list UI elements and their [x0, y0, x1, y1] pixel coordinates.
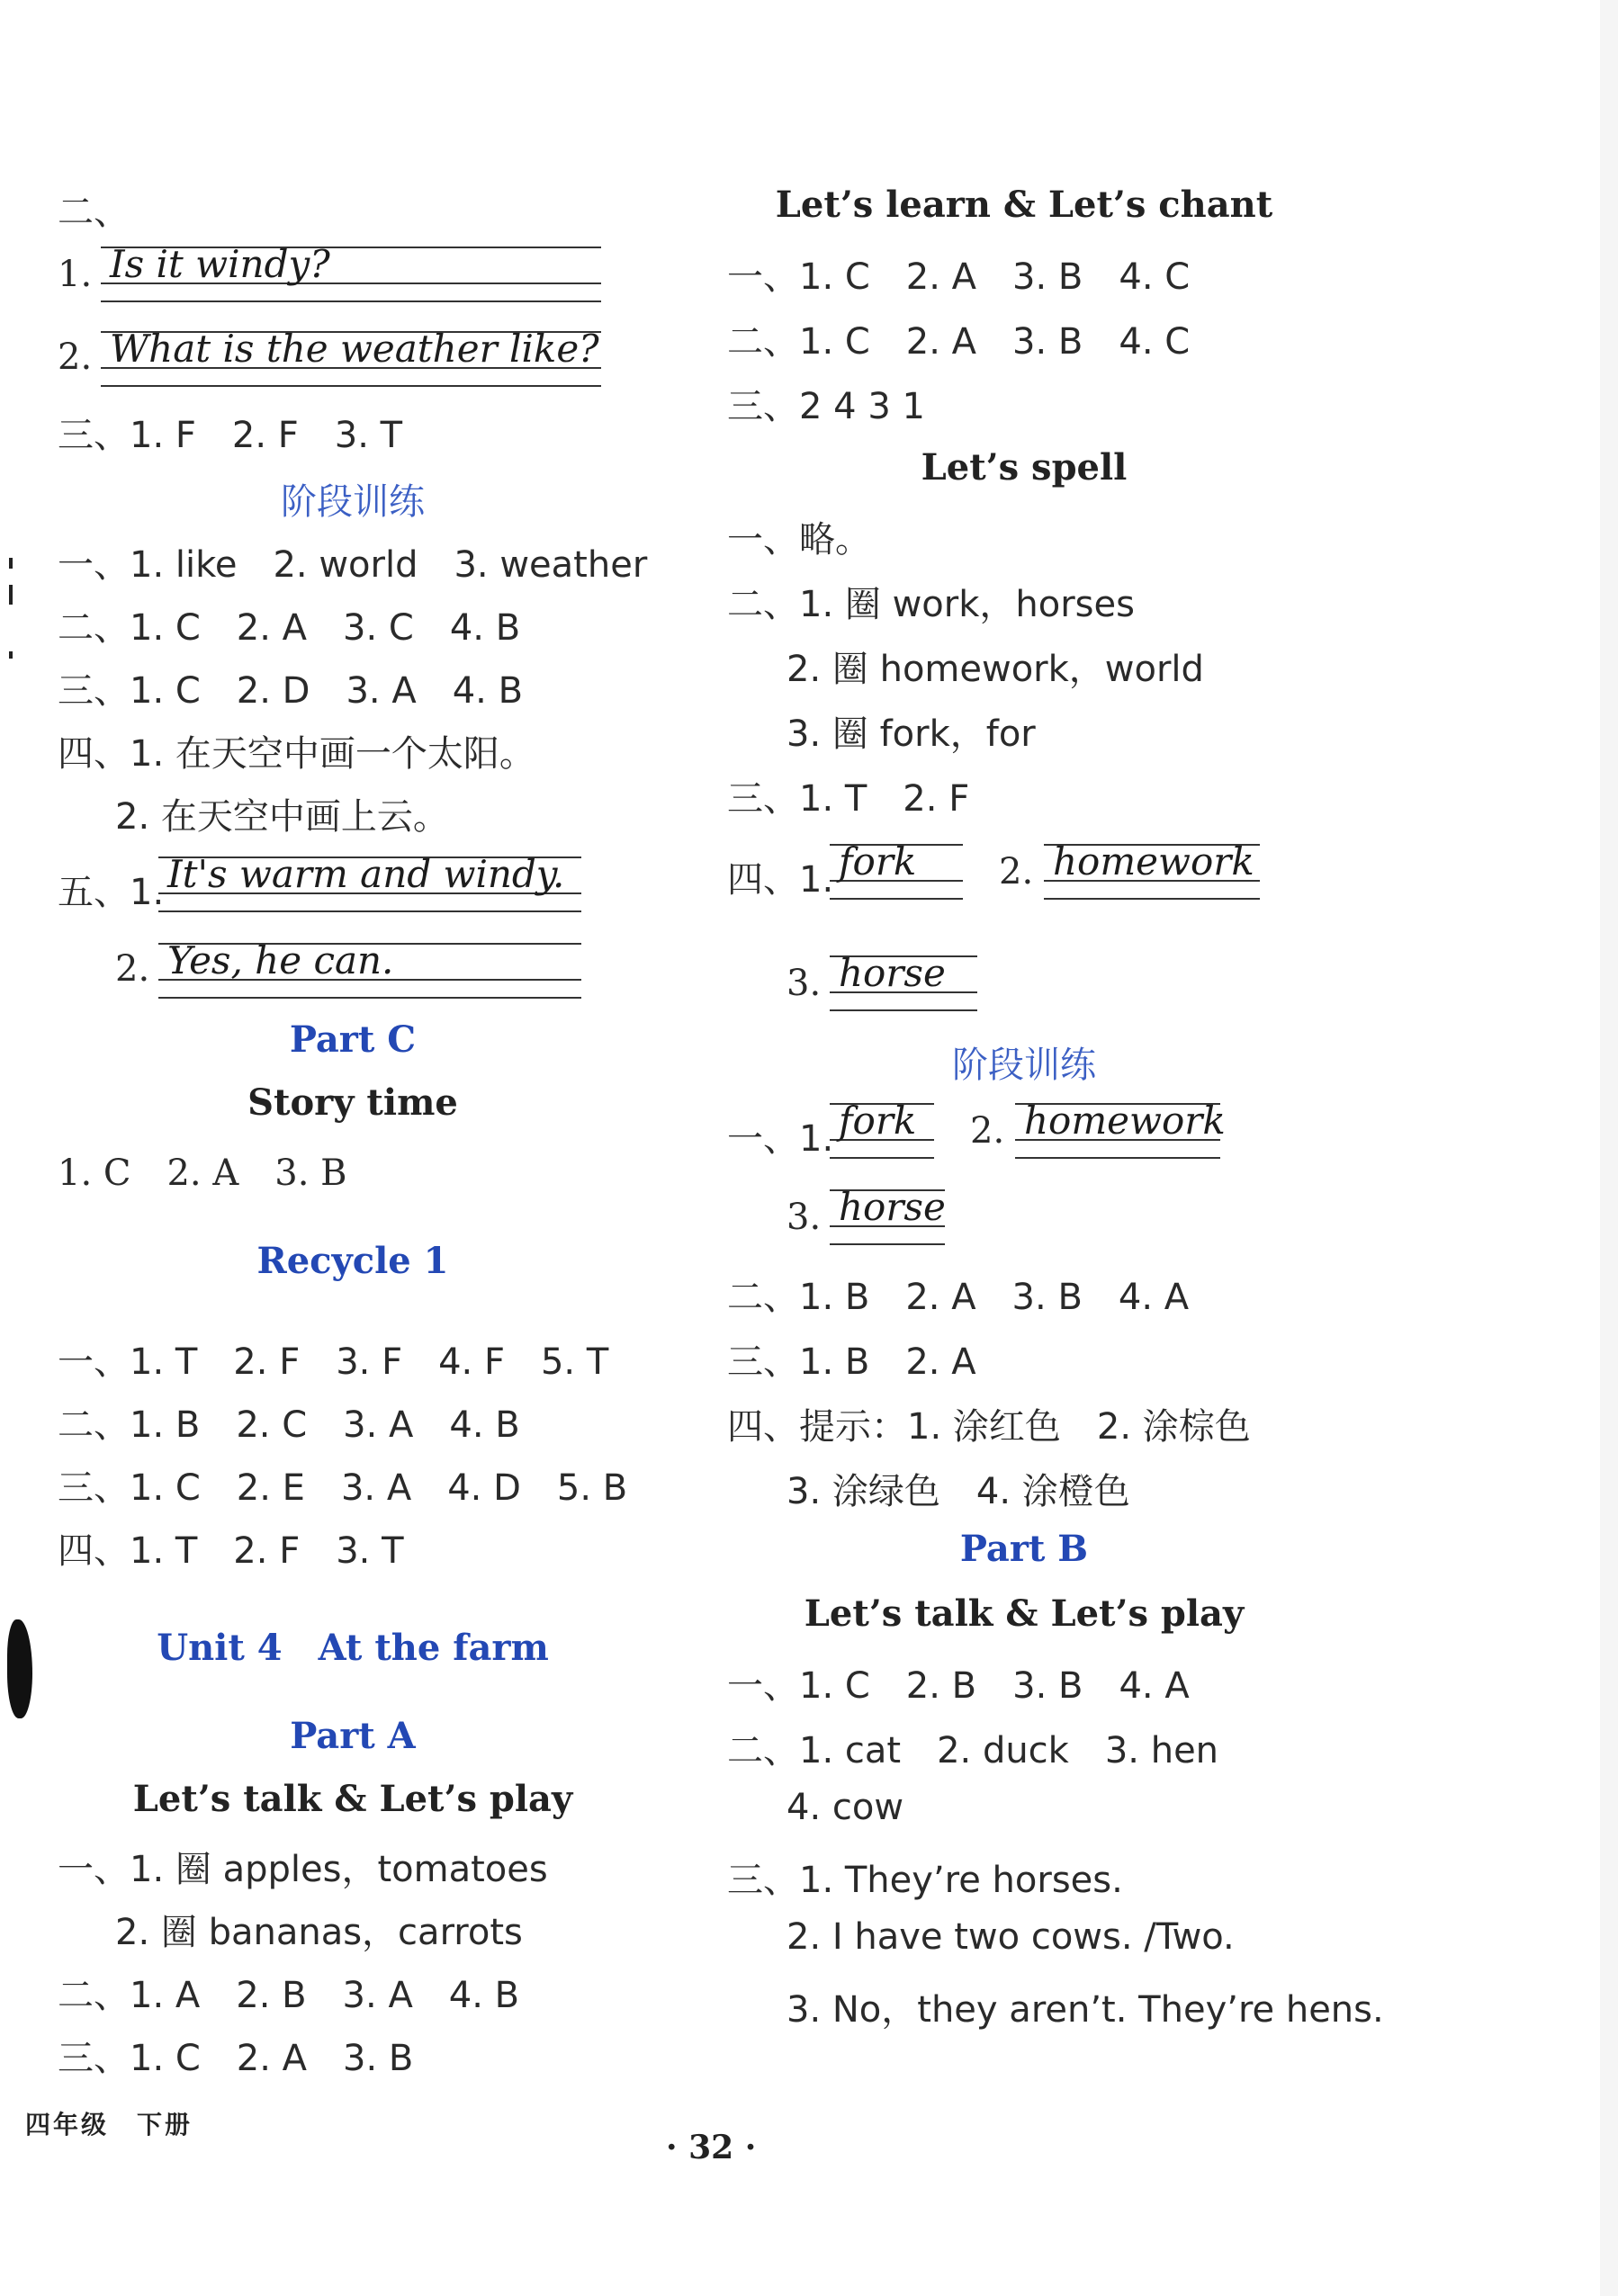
partb-answer-3a: 三、1. They’re horses.	[727, 1860, 1123, 1901]
spell-answer-3: 三、1. T 2. F	[727, 778, 970, 820]
handwriting-line-2	[101, 326, 601, 390]
stage-answer-1: 一、1. like 2. world 3. weather	[58, 544, 648, 586]
recycle-1-heading: Recycle 1	[256, 1240, 449, 1282]
part-a-heading: Part A	[290, 1715, 416, 1757]
handwriting-fork-1-text: fork	[839, 839, 917, 883]
handwriting-text-4: Yes, he can.	[167, 938, 394, 982]
learn-answer-3: 三、2 4 3 1	[727, 386, 925, 427]
stage-answer-3: 三、1. C 2. D 3. A 4. B	[58, 670, 524, 712]
stage-training-title-right: 阶段训练	[952, 1045, 1096, 1086]
lets-spell-heading: Let’s spell	[921, 446, 1128, 489]
lets-talk-heading-right: Let’s talk & Let’s play	[804, 1592, 1245, 1635]
talk-answer-1b: 2. 圈 bananas，carrots	[115, 1912, 523, 1953]
spell-answer-1: 一、略。	[727, 519, 871, 561]
talk-answer-1a: 一、1. 圈 apples，tomatoes	[58, 1849, 548, 1890]
spell-answer-4-3-number: 3.	[787, 963, 822, 1004]
handwriting-text-3: It's warm and windy.	[167, 852, 565, 896]
spell-answer-2a: 二、1. 圈 work，horses	[727, 584, 1135, 625]
handwriting-fork-1	[830, 839, 963, 903]
handwriting-line-4	[158, 937, 581, 1002]
talk-answer-2: 二、1. A 2. B 3. A 4. B	[58, 1975, 520, 2016]
story-time-heading: Story time	[247, 1081, 458, 1124]
scan-mark	[9, 651, 13, 659]
part-c-heading: Part C	[289, 1018, 417, 1061]
unit-4-heading: Unit 4 At the farm	[157, 1627, 549, 1669]
stage-right-1-2-number: 2.	[970, 1110, 1005, 1152]
stage-answer-5-2-number: 2.	[115, 948, 150, 990]
scan-mark	[9, 585, 13, 605]
recycle-answer-2: 二、1. B 2. C 3. A 4. B	[58, 1404, 520, 1446]
recycle-answer-1: 一、1. T 2. F 3. F 4. F 5. T	[58, 1341, 609, 1383]
part-b-heading: Part B	[959, 1528, 1089, 1570]
learn-answer-2: 二、1. C 2. A 3. B 4. C	[727, 321, 1191, 363]
partb-answer-3c: 3. No，they aren’t. They’re hens.	[787, 1989, 1384, 2031]
handwriting-horse-1-text: horse	[839, 951, 946, 995]
stage-answer-4b: 2. 在天空中画上云。	[115, 796, 449, 838]
section-2-label: 二、	[58, 192, 130, 233]
stage-right-1-3-number: 3.	[787, 1197, 822, 1238]
partb-answer-2a: 二、1. cat 2. duck 3. hen	[727, 1730, 1219, 1771]
stage-right-3: 三、1. B 2. A	[727, 1341, 976, 1383]
recycle-answer-3: 三、1. C 2. E 3. A 4. D 5. B	[58, 1467, 628, 1509]
page-number: · 32 ·	[666, 2129, 757, 2166]
learn-answer-1: 一、1. C 2. A 3. B 4. C	[727, 256, 1191, 298]
partb-answer-2b: 4. cow	[787, 1787, 904, 1828]
handwriting-line-1	[101, 241, 601, 306]
stage-training-title: 阶段训练	[281, 481, 425, 523]
stage-right-4a: 四、提示：1. 涂红色 2. 涂棕色	[727, 1406, 1251, 1448]
partb-answer-1: 一、1. C 2. B 3. B 4. A	[727, 1665, 1190, 1707]
stage-right-4b: 3. 涂绿色 4. 涂橙色	[787, 1471, 1130, 1512]
handwriting-2-number: 2.	[58, 336, 93, 378]
spell-answer-4-2-number: 2.	[999, 851, 1034, 892]
handwriting-homework-2	[1015, 1098, 1226, 1162]
handwriting-1-number: 1.	[58, 254, 93, 295]
handwriting-horse-1	[830, 950, 977, 1015]
grade-label: 四年级 下册	[25, 2110, 193, 2139]
stage-answer-2: 二、1. C 2. A 3. C 4. B	[58, 607, 521, 649]
spell-answer-2b: 2. 圈 homework，world	[787, 649, 1204, 690]
stage-right-1-label: 一、1.	[727, 1118, 834, 1160]
talk-answer-3: 三、1. C 2. A 3. B	[58, 2038, 414, 2079]
stage-right-2: 二、1. B 2. A 3. B 4. A	[727, 1277, 1190, 1318]
handwriting-line-3	[158, 851, 581, 916]
stage-answer-5-label: 五、1.	[58, 872, 165, 913]
section-3-answers: 三、1. F 2. F 3. T	[58, 415, 403, 456]
handwriting-text-2: What is the weather like?	[110, 327, 599, 371]
lets-learn-heading: Let’s learn & Let’s chant	[775, 184, 1273, 226]
spell-answer-4-label: 四、1.	[727, 859, 834, 901]
handwriting-homework-1-text: homework	[1053, 839, 1254, 883]
partb-answer-3b: 2. I have two cows. /Two.	[787, 1916, 1235, 1958]
handwriting-text-1: Is it windy?	[110, 242, 330, 286]
scan-ink-blot	[7, 1619, 32, 1718]
handwriting-horse-2	[830, 1184, 945, 1249]
stage-answer-4a: 四、1. 在天空中画一个太阳。	[58, 733, 535, 775]
handwriting-homework-2-text: homework	[1024, 1099, 1226, 1143]
handwriting-fork-2-text: fork	[839, 1099, 917, 1143]
spell-answer-2c: 3. 圈 fork，for	[787, 713, 1036, 755]
lets-talk-heading-left: Let’s talk & Let’s play	[132, 1778, 573, 1820]
handwriting-horse-2-text: horse	[839, 1185, 946, 1229]
handwriting-homework-1	[1044, 839, 1260, 903]
scan-mark	[9, 558, 13, 569]
recycle-answer-4: 四、1. T 2. F 3. T	[58, 1530, 404, 1572]
story-time-answers: 1. C 2. A 3. B	[58, 1152, 347, 1194]
handwriting-fork-2	[830, 1098, 934, 1162]
